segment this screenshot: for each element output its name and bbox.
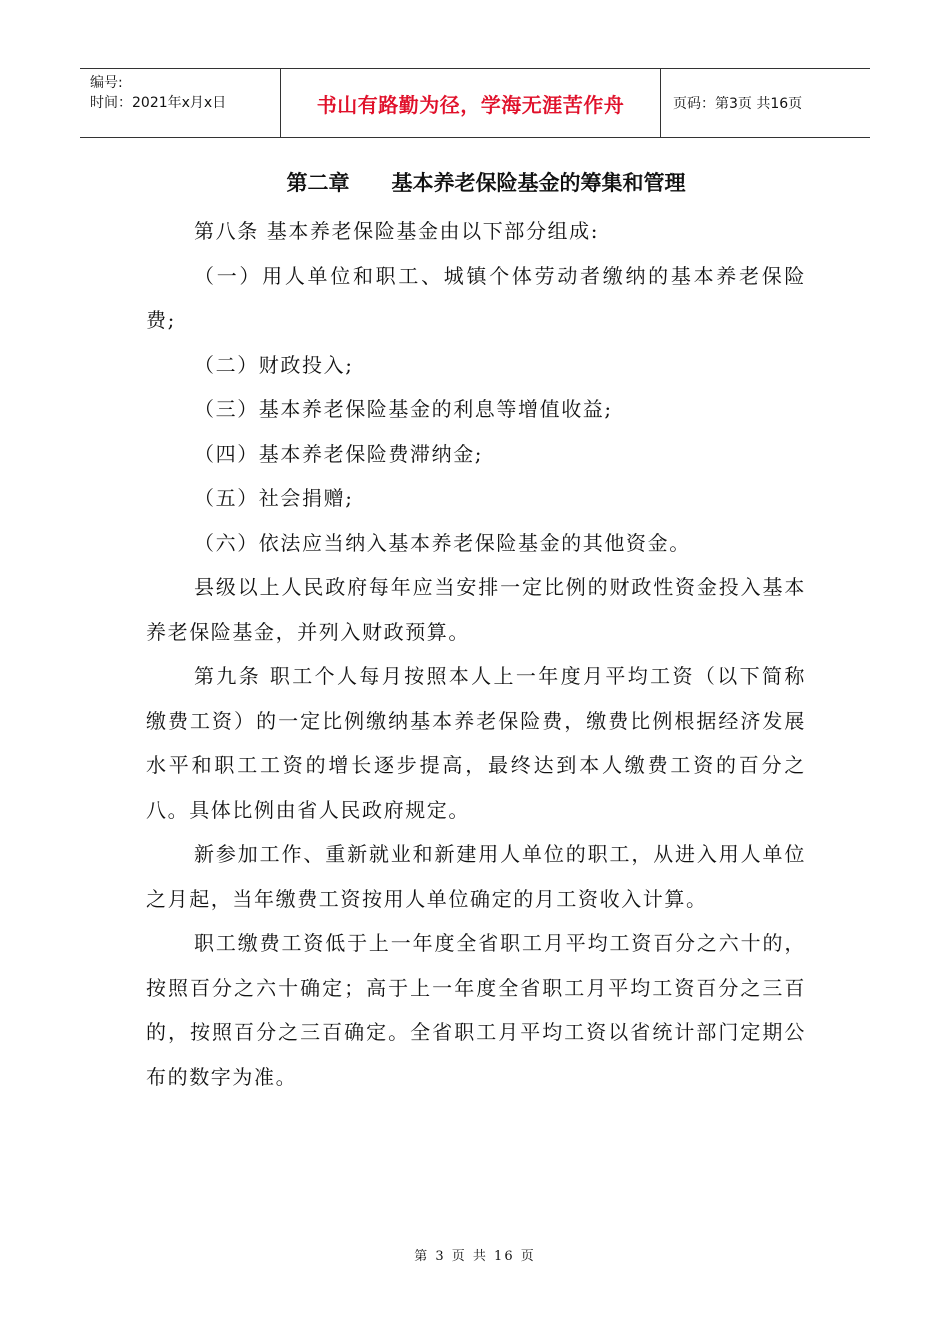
paragraph: 职工缴费工资低于上一年度全省职工月平均工资百分之六十的，按照百分之六十确定；高于上一年度全省职工月平均工资百分之三百的，按照百分之三百确定。全省职工月平均工资以省统计部门定期公布的数字为准。 <box>146 931 806 1089</box>
header-page-info: 页码：第3页 共16页 <box>673 96 803 112</box>
header-meta <box>80 69 281 137</box>
paragraph: 第八条 基本养老保险基金由以下部分组成: <box>194 219 600 243</box>
date-label: 时间：2021年x月x日 <box>90 95 227 111</box>
paragraph: （五）社会捐赠; <box>194 486 354 510</box>
paragraph: 新参加工作、重新就业和新建用人单位的职工，从进入用人单位之月起，当年缴费工资按用人单位确定的月工资收入计算。 <box>146 842 806 911</box>
chapter-title: 第二章 基本养老保险基金的筹集和管理 <box>286 171 686 195</box>
paragraph: 县级以上人民政府每年应当安排一定比例的财政性资金投入基本养老保险基金，并列入财政预算。 <box>146 575 806 644</box>
paragraph: （三）基本养老保险基金的利息等增值收益; <box>194 397 613 421</box>
paragraph: （六）依法应当纳入基本养老保险基金的其他资金。 <box>194 530 691 555</box>
page-footer: 第 3 页 共 16 页 <box>414 1249 536 1264</box>
paragraph: （一）用人单位和职工、城镇个体劳动者缴纳的基本养老保险费; <box>146 263 806 332</box>
page-header <box>80 68 870 138</box>
document-body <box>146 165 806 1099</box>
header-motto: 书山有路勤为径，学海无涯苦作舟 <box>281 69 661 137</box>
paragraph: 第九条 职工个人每月按照本人上一年度月平均工资（以下简称缴费工资）的一定比例缴纳基本养老保险费，缴费比例根据经济发展水平和职工工资的增长逐步提高，最终达到本人缴费工资的百分之八。具体比例由省人民政府规定。 <box>146 664 806 822</box>
number-label: 编号: <box>90 75 123 91</box>
paragraph: （二）财政投入; <box>194 352 354 377</box>
paragraph: （四）基本养老保险费滞纳金; <box>194 441 484 466</box>
